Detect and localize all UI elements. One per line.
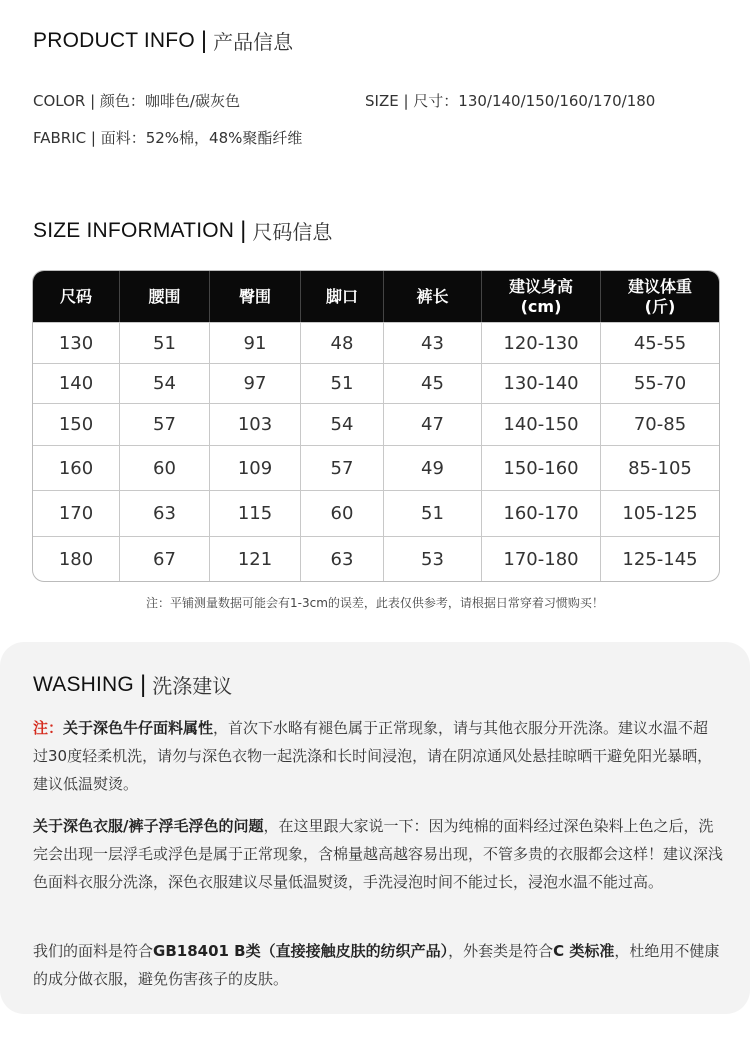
table-row [33, 490, 719, 536]
color-info: COLOR | 颜色：咖啡色/碳灰色 [33, 92, 240, 110]
table-cell: 67 [120, 537, 210, 581]
table-cell: 85-105 [628, 457, 692, 479]
size-table [32, 270, 720, 582]
table-cell: 47 [384, 404, 482, 445]
paragraph-text: ，首次下水略有褪色属于正常现象，请与其他衣服分开洗涤。建议水温不超过30度轻柔机洗，请勿与深色衣物一起洗涤和长时间浸泡，请在阴凉通风处悬挂晾晒干避免阳光暴晒，建议低温熨烫。 [33, 719, 713, 793]
table-cell: 170-180 [482, 537, 601, 581]
size-information-heading [33, 216, 332, 245]
heading-separator: | [139, 670, 147, 698]
table-row [33, 403, 719, 445]
heading-cn: 洗涤建议 [152, 674, 233, 698]
table-cell: 120-130 [482, 323, 601, 363]
paragraph-text: ，外套类是符合 [448, 942, 554, 960]
paragraph-emphasis: C 类标准 [553, 942, 615, 960]
table-row [33, 445, 719, 490]
table-cell: 97 [210, 364, 301, 403]
table-cell: 130-140 [482, 364, 601, 403]
product-info-heading [33, 26, 293, 55]
table-cell: 160 [33, 446, 120, 490]
table-cell: 91 [210, 323, 301, 363]
heading-en: SIZE INFORMATION [33, 218, 235, 242]
size-info: SIZE | 尺寸：130/140/150/160/170/180 [365, 92, 656, 110]
table-cell: 63 [120, 491, 210, 536]
heading-separator: | [240, 216, 247, 244]
table-cell: 57 [301, 446, 384, 490]
washing-paragraph-lint [33, 812, 723, 896]
table-cell: 140-150 [482, 404, 601, 445]
table-cell: 121 [210, 537, 301, 581]
header-cell: 建议体重 (斤) [627, 277, 692, 316]
table-cell: 60 [120, 446, 210, 490]
header-cell: 脚口 [301, 271, 384, 322]
header-cell: 裤长 [384, 271, 482, 322]
table-cell: 45-55 [633, 332, 687, 354]
table-body [33, 322, 719, 581]
heading-cn: 产品信息 [213, 30, 294, 54]
table-row [33, 322, 719, 363]
table-cell: 57 [120, 404, 210, 445]
table-cell: 103 [210, 404, 301, 445]
table-cell: 109 [210, 446, 301, 490]
table-cell: 160-170 [482, 491, 601, 536]
table-cell: 43 [384, 323, 482, 363]
table-cell: 130 [33, 323, 120, 363]
paragraph-text: ，在这里跟大家说一下：因为纯棉的面料经过深色染料上色之后，洗完会出现一层浮毛或浮色是属于正常现象，含棉量越高越容易出现，不管多贵的衣服都会这样！建议深浅色面料衣服分洗涤，深色衣服建议尽量低温熨烫，手洗浸泡时间不能过长，浸泡水温不能过高。 [33, 817, 724, 891]
paragraph-text: 我们的面料是符合 [33, 942, 154, 960]
paragraph-emphasis: 关于深色衣服/裤子浮毛浮色的问题 [33, 817, 264, 835]
table-cell: 70-85 [633, 414, 687, 435]
washing-heading [33, 670, 232, 699]
header-cell: 尺码 [33, 271, 120, 322]
note-label: 注： [33, 719, 64, 737]
table-cell: 45 [384, 364, 482, 403]
table-row [33, 363, 719, 403]
table-cell: 51 [120, 323, 210, 363]
table-row [33, 536, 719, 581]
table-cell: 115 [210, 491, 301, 536]
table-cell: 63 [301, 537, 384, 581]
table-cell: 170 [33, 491, 120, 536]
header-cell: 腰围 [120, 271, 210, 322]
table-cell: 54 [301, 404, 384, 445]
header-cell: 臀围 [210, 271, 301, 322]
table-cell: 140 [33, 364, 120, 403]
table-cell: 54 [120, 364, 210, 403]
table-cell: 150-160 [482, 446, 601, 490]
table-cell: 180 [33, 537, 120, 581]
table-note: 注：平铺测量数据可能会有1-3cm的误差，此表仅供参考，请根据日常穿着习惯购买！ [146, 596, 604, 610]
table-cell: 125-145 [622, 548, 698, 570]
fabric-info: FABRIC | 面料：52%棉，48%聚酯纤维 [33, 129, 303, 147]
paragraph-emphasis: GB18401 B类（直接接触皮肤的纺织产品） [153, 942, 449, 960]
table-cell: 60 [301, 491, 384, 536]
heading-separator: | [200, 26, 208, 54]
paragraph-text: ，杜绝用不健康的成分做衣服，避免伤害孩子的皮肤。 [33, 942, 720, 988]
table-cell: 51 [301, 364, 384, 403]
header-cell: 建议身高 (cm) [482, 271, 601, 322]
table-cell: 48 [301, 323, 384, 363]
table-cell: 49 [384, 446, 482, 490]
washing-paragraph-standard [33, 937, 723, 993]
paragraph-emphasis: 关于深色牛仔面料属性 [63, 719, 214, 737]
table-cell: 105-125 [622, 503, 698, 524]
heading-cn: 尺码信息 [252, 220, 333, 244]
table-cell: 51 [384, 491, 482, 536]
table-cell: 150 [33, 404, 120, 445]
heading-en: PRODUCT INFO [33, 28, 195, 52]
washing-paragraph-denim [33, 714, 723, 798]
table-cell: 53 [384, 537, 482, 581]
table-cell: 55-70 [633, 373, 687, 394]
table-header-row [33, 271, 719, 322]
heading-en: WASHING [33, 672, 134, 696]
